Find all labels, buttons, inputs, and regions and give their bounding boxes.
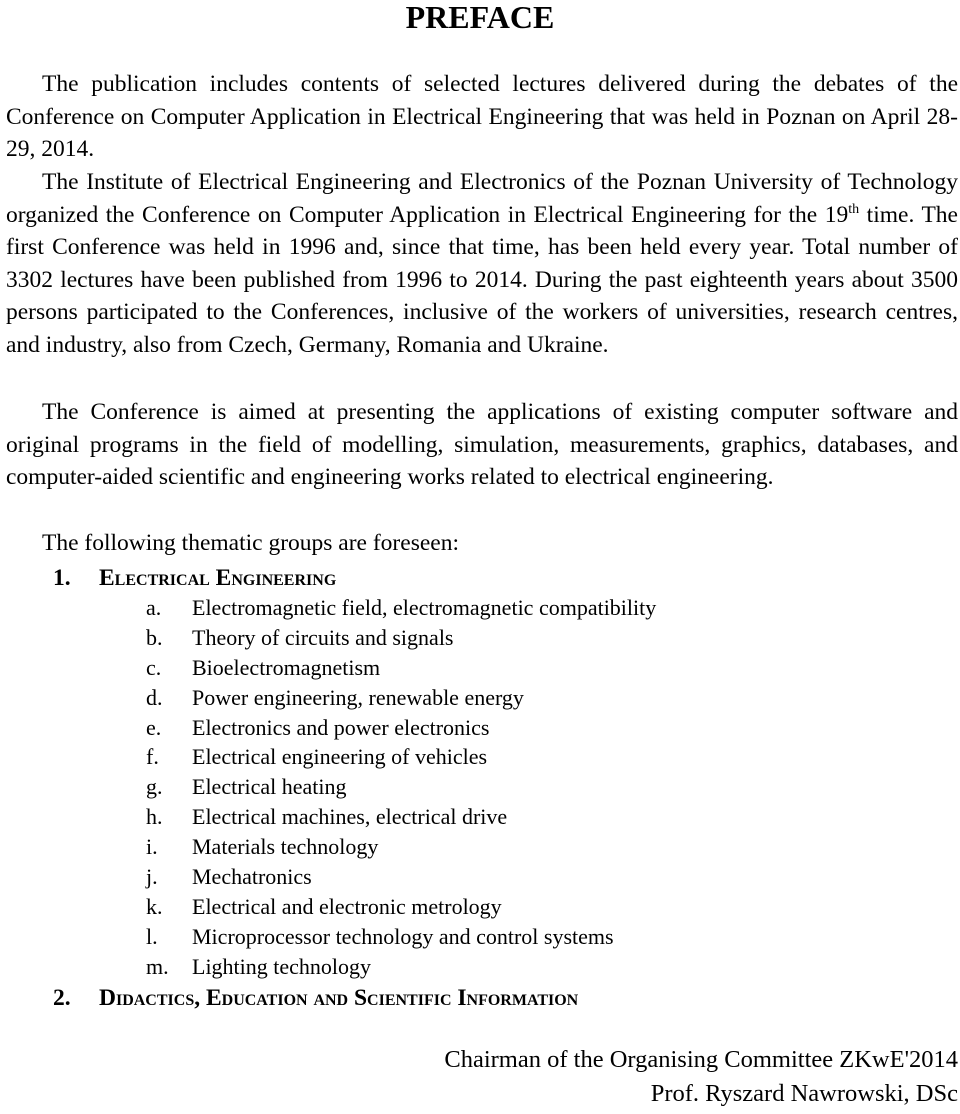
item-letter: i. [146,834,158,860]
item-text: Microprocessor technology and control systems [192,923,614,949]
paragraph-aim: The Conference is aimed at presenting the applications of existing computer software and original programs in the field of modelling, simulation, measurements, graphics, databases, and computer-aided scientific and engineering works related to electrical engineering. [6,399,958,491]
item-text: Materials technology [192,834,379,860]
item-text: Theory of circuits and signals [192,624,454,650]
item-letter: b. [146,624,163,650]
item-text: Electrical engineering of vehicles [192,744,488,770]
list-item [146,802,656,832]
thematic-groups-intro: The following thematic groups are foreseen: [42,530,459,556]
list-item [146,623,656,653]
paragraph-institute-start: The Institute of Electrical Engineering and Electronics of the Poznan University of Technology organized the Conference on Computer Application in Electrical Engineering for the 19 [6,169,958,228]
list-item [146,832,656,862]
group-number: 2. [53,985,71,1011]
item-letter: d. [146,684,163,710]
signature-name: Prof. Ryszard Nawrowski, DSc [650,1080,958,1107]
list-item [146,862,656,892]
group-number: 1. [53,565,71,591]
list-item [146,683,656,713]
item-letter: f. [146,744,159,770]
item-text: Lighting technology [192,953,372,979]
item-letter: e. [146,714,162,740]
item-letter: l. [146,923,158,949]
item-letter: m. [146,953,169,979]
item-text: Mechatronics [192,864,312,890]
item-text: Electrical machines, electrical drive [192,804,508,830]
item-text: Electromagnetic field, electromagnetic compatibility [192,595,657,620]
item-text: Electronics and power electronics [192,714,490,740]
list-item [146,772,656,802]
signature-role: Chairman of the Organising Committee ZKwE'2014 [444,1046,958,1073]
item-text: Bioelectromagnetism [192,654,381,680]
item-text: Electrical and electronic metrology [192,893,502,919]
item-letter: g. [146,774,163,800]
list-item [146,922,656,952]
group-name: Didactics, Education and Scientific Information [99,985,579,1011]
item-letter: j. [146,864,158,890]
list-item [146,713,656,743]
list-item [146,742,656,772]
paragraph-publication: The publication includes contents of selected lectures delivered during the debates of the Conference on Computer Application in Electrical Engineering that was held in Poznan on April 28-29, 2014. [6,71,958,163]
list-item [146,653,656,683]
thematic-group-2 [53,983,578,1013]
paragraph-institute [6,166,958,362]
item-text: Electrical heating [192,774,347,800]
list-item [146,593,656,623]
item-letter: c. [146,654,162,680]
page-title: PREFACE [405,0,555,35]
ordinal-suffix: th [848,201,860,217]
group-name: Electrical Engineering [99,565,337,591]
thematic-subgroup-list [146,593,656,982]
list-item [146,952,656,982]
item-letter: k. [146,893,163,919]
item-letter: a. [146,595,162,620]
thematic-group-1 [53,563,336,593]
item-letter: h. [146,804,163,830]
item-text: Power engineering, renewable energy [192,684,524,710]
list-item [146,892,656,922]
paragraph-institute-end: time. The first Conference was held in 1996 and, since that time, has been held every year. Total number of 3302 lectures have been published from 1996 to 2014. During the past eighteenth years about 3500 persons participated to the Conferences, inclusive of the workers of universities, research centres, and industry, also from Czech, Germany, Romania and Ukraine. [6,201,958,358]
